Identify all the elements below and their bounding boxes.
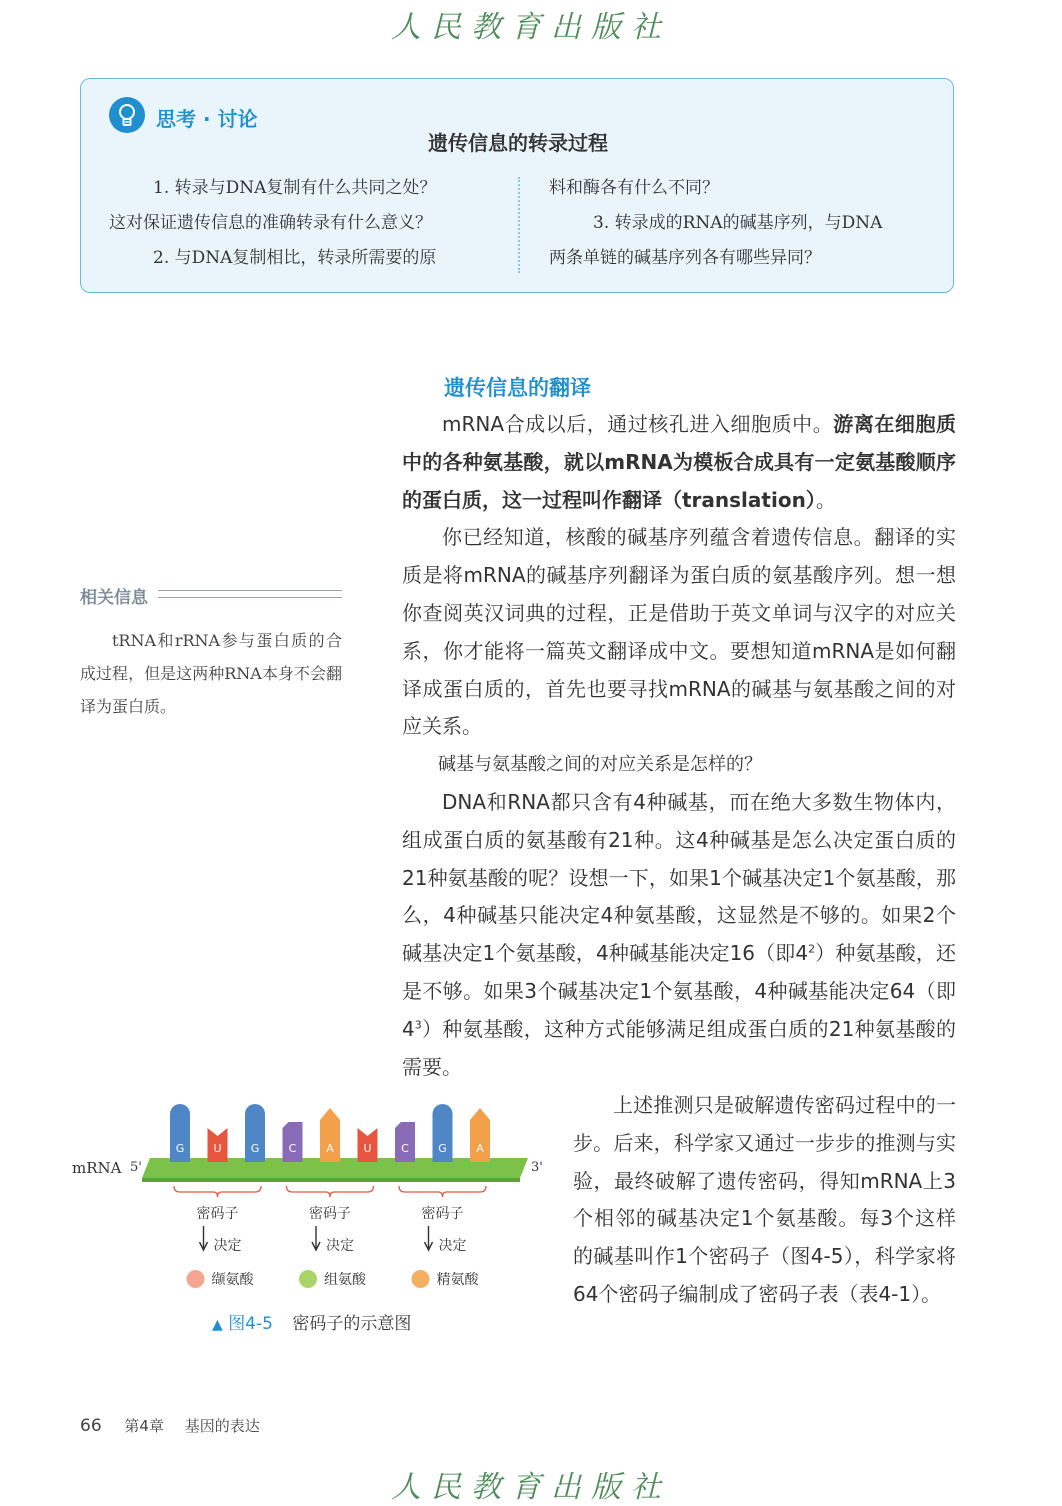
codon-brace (399, 1186, 486, 1197)
paragraph-4-text: 上述推测只是破解遗传密码过程中的一步。后来，科学家又通过一步步的推测与实验，最终破解了遗传密码，得知mRNA上3个相邻的碱基决定1个氨基酸。每3个这样的碱基叫作1个密码子（图4-5），科学家将64个密码子编制成了密码子表（表4-1）。 (573, 1093, 956, 1306)
codon-label: 密码子 (196, 1206, 239, 1222)
p3-exponent-3: 3 (414, 1018, 422, 1032)
base-letter: G (438, 1142, 447, 1155)
caption-text: 密码子的示意图 (292, 1314, 412, 1334)
figure-caption (212, 1309, 411, 1334)
codon-diagram (60, 1100, 560, 1310)
base-letter: G (250, 1142, 260, 1155)
codon-label: 密码子 (421, 1206, 464, 1222)
discussion-tag: 思考 · 讨论 (156, 107, 258, 131)
decide-label: 决定 (438, 1238, 467, 1254)
down-arrow-icon (425, 1226, 433, 1250)
base-letter: C (401, 1142, 409, 1155)
discussion-title: 遗传信息的转录过程 (428, 131, 608, 155)
discussion-line: 2. 与DNA复制相比，转录所需要的原 (153, 248, 437, 268)
page-number: 66 (80, 1416, 102, 1436)
p1-end: 。 (815, 487, 836, 512)
base-letter: A (476, 1142, 484, 1155)
chapter-title: 基因的表达 (184, 1417, 260, 1435)
base-letter: G (175, 1142, 185, 1155)
discussion-line: 这对保证遗传信息的准确转录有什么意义？ (109, 213, 432, 233)
amino-acid-label: 缬氨酸 (211, 1272, 254, 1288)
caption-triangle-icon: ▲ (212, 1317, 223, 1333)
amino-acid-dot (299, 1270, 317, 1288)
caption-number: 图4-5 (228, 1314, 273, 1334)
paragraph-4 (573, 1087, 956, 1314)
paragraph-3 (402, 784, 956, 1086)
section-title: 遗传信息的翻译 (444, 376, 591, 400)
five-prime-label: 5' (130, 1160, 142, 1175)
discussion-line: 料和酶各有什么不同？ (549, 178, 719, 198)
p3-part-a: DNA和RNA都只含有4种碱基，而在绝大多数生物体内，组成蛋白质的氨基酸有21种。这4种碱基是怎么决定蛋白质的21种氨基酸的呢？设想一下，如果1个碱基决定1个氨基酸，那么，4种碱基只能决定4种氨基酸，这显然是不够的。如果2个碱基决定1个氨基酸，4种碱基能决定16（即4 (402, 789, 956, 966)
main-text (402, 406, 956, 1086)
mrna-label: mRNA (72, 1159, 122, 1177)
bases-group (170, 1104, 490, 1162)
amino-acid-dot (187, 1270, 205, 1288)
note-body (80, 624, 342, 723)
down-arrow-icon (312, 1226, 320, 1250)
codon-brace (287, 1186, 374, 1197)
discussion-box (80, 78, 954, 293)
base-letter: A (326, 1142, 334, 1155)
base-letter: C (288, 1142, 297, 1155)
discussion-right-column (549, 171, 929, 276)
note-heading: 相关信息 (80, 588, 148, 608)
base-letter: U (213, 1142, 222, 1155)
chapter-number: 第4章 (124, 1417, 164, 1435)
p3-exponent-2: 2 (808, 942, 816, 956)
discussion-line: 1. 转录与DNA复制有什么共同之处？ (153, 178, 437, 198)
p3-part-b: ）种氨基酸，还是不够。如果3个碱基决定1个氨基酸，4种碱基能决定64（即4 (402, 941, 956, 1041)
column-divider (518, 177, 520, 273)
page-footer (80, 1415, 260, 1436)
p1-definition: 游离在细胞质中的各种氨基酸，就以mRNA为模板合成具有一定氨基酸顺序的蛋白质，这一过程叫作翻译（translation） (402, 412, 957, 512)
codon-braces (174, 1186, 486, 1288)
note-rule (158, 590, 342, 598)
mrna-strand-edge (142, 1178, 520, 1182)
base-letter: U (363, 1142, 372, 1155)
discussion-line: 3. 转录成的RNA的碱基序列，与DNA (593, 213, 883, 233)
discussion-line: 两条单链的碱基序列各有哪些异同？ (549, 248, 821, 268)
discussion-left-column (109, 171, 495, 276)
paragraph-1 (402, 406, 956, 519)
amino-acid-dot (412, 1270, 430, 1288)
decide-label: 决定 (326, 1238, 354, 1254)
down-arrow-icon (200, 1226, 208, 1250)
amino-acid-label: 精氨酸 (436, 1272, 479, 1288)
publisher-logo-bottom: 人民教育出版社 (391, 1470, 671, 1505)
decide-label: 决定 (213, 1238, 242, 1254)
p1-intro: mRNA合成以后，通过核孔进入细胞质中。 (442, 412, 834, 436)
amino-acid-label: 组氨酸 (324, 1272, 366, 1288)
paragraph-2: 你已经知道，核酸的碱基序列蕴含着遗传信息。翻译的实质是将mRNA的碱基序列翻译为蛋白质的氨基酸序列。想一想你查阅英汉词典的过程，正是借助于英文单词与汉字的对应关系，你才能将一篇英文翻译成中文。要想知道mRNA是如何翻译成蛋白质的，首先也要寻找mRNA的碱基与氨基酸之间的对应关系。 (402, 525, 956, 739)
codon-label: 密码子 (309, 1206, 351, 1222)
publisher-logo-top: 人民教育出版社 (391, 10, 671, 45)
three-prime-label: 3' (531, 1160, 543, 1175)
note-text: tRNA和rRNA参与蛋白质的合成过程，但是这两种RNA本身不会翻译为蛋白质。 (80, 631, 342, 716)
codon-brace (174, 1186, 261, 1197)
p3-part-c: ）种氨基酸，这种方式能够满足组成蛋白质的21种氨基酸的需要。 (402, 1016, 956, 1079)
guiding-question: 碱基与氨基酸之间的对应关系是怎样的？ (438, 754, 762, 776)
